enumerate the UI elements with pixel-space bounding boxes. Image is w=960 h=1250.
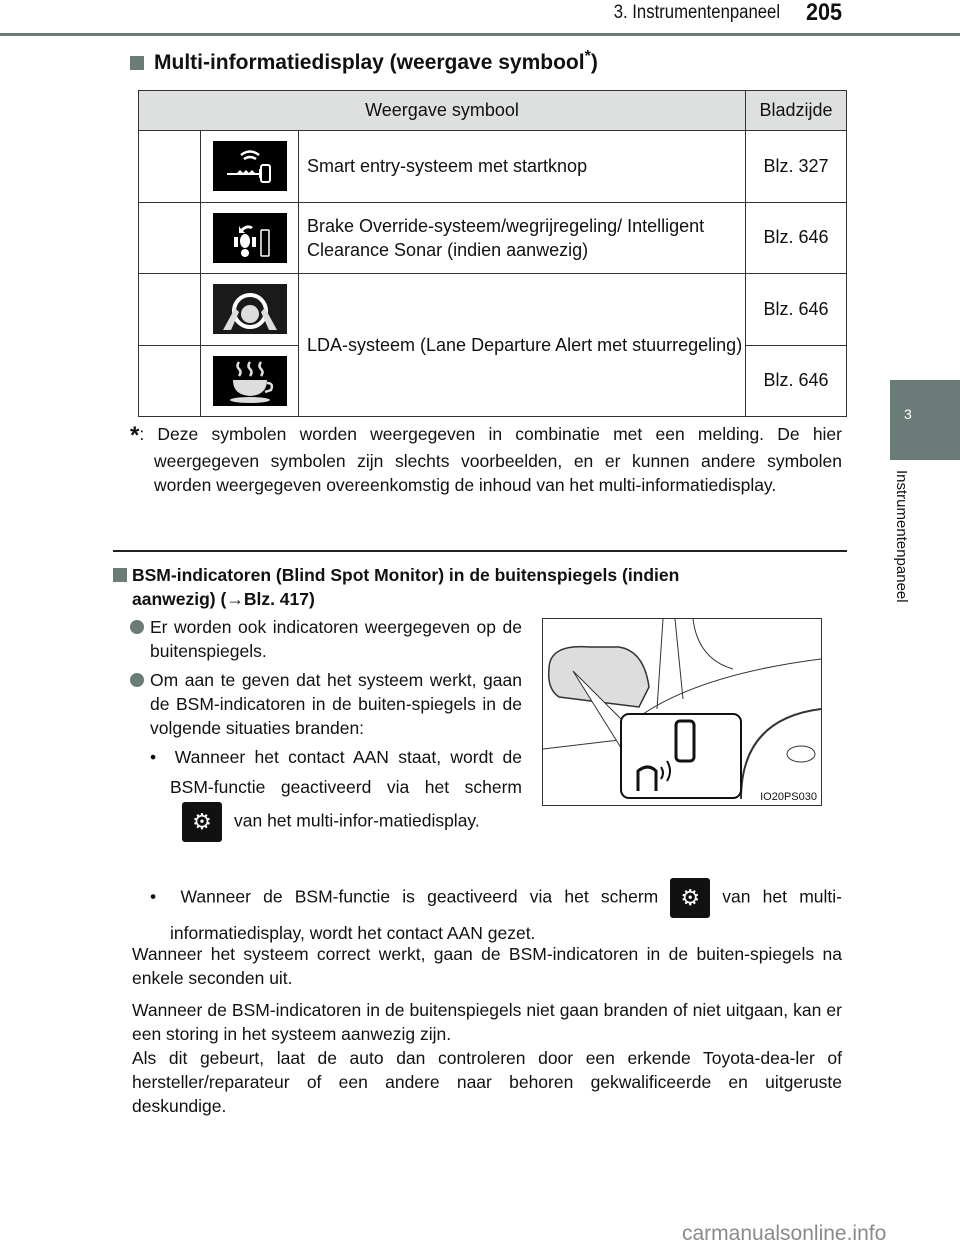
- footnote-text: : Deze symbolen worden weergegeven in combinatie met een melding. De hier weergegeven symbolen zijn slechts voorbeelden, en er kunnen andere symbolen worden weergegeven overeenkomstig de inhoud van het multi-informatiedisplay.: [139, 424, 842, 495]
- header-symbol: Weergave symbool: [139, 91, 746, 131]
- bullet-text: Om aan te geven dat het systeem werkt, gaan de BSM-indicatoren in de buiten-spiegels in de volgende situaties branden:: [150, 670, 522, 738]
- footnote-mark: *: [130, 422, 140, 449]
- circle-bullet-icon: [130, 620, 144, 634]
- coffee-cup-icon: [213, 356, 287, 406]
- paragraph: Als dit gebeurt, laat de auto dan controleren door een erkende Toyota-dea-ler of hersteller/reparateur of een andere naar behoren gekwalificeerde en uitgeruste deskundige.: [132, 1048, 842, 1116]
- page-number: 205: [806, 0, 843, 26]
- table-row: [139, 274, 847, 346]
- sub-bullet-item: • Wanneer de BSM-functie is geactiveerd via het scherm ⚙ van het multi-informatiedisplay, wordt het contact AAN gezet.: [150, 878, 842, 948]
- header-page: Bladzijde: [746, 91, 847, 131]
- paragraph: Wanneer het systeem correct werkt, gaan de BSM-indicatoren in de buiten-spiegels na enkele seconden uit.: [132, 944, 842, 988]
- section-heading: [113, 563, 733, 611]
- table-header: [139, 91, 847, 131]
- bullet-text: Er worden ook indicatoren weergegeven op de buitenspiegels.: [150, 617, 522, 661]
- square-bullet-icon: [113, 568, 127, 582]
- bullet-text: van het multi-infor-matiedisplay.: [234, 810, 480, 831]
- section-heading-text: Multi-informatiedisplay (weergave symbool: [154, 51, 585, 74]
- table-cell-text: Brake Override-systeem/wegrijregeling/ Intelligent Clearance Sonar (indien aanwezig): [299, 202, 746, 274]
- bsm-mirror-illustration: [542, 618, 822, 806]
- bullet-text: Wanneer de BSM-functie is geactiveerd via het scherm: [180, 886, 659, 907]
- chapter-tab[interactable]: [890, 380, 960, 460]
- table-row: [139, 131, 847, 203]
- bullet-text: van het multi-informatiedisplay, wordt het contact AAN gezet.: [170, 886, 842, 943]
- paren: ): [590, 51, 598, 74]
- gear-icon: ⚙: [182, 802, 222, 842]
- sub-bullet-item: • Wanneer het contact AAN staat, wordt de BSM-functie geactiveerd via het scherm⚙ van het multi-infor-matiedisplay.: [150, 742, 522, 842]
- mirror-drawing: [543, 619, 821, 805]
- circle-bullet-icon: [130, 673, 144, 687]
- steering-wheel-hands-icon: [213, 284, 287, 334]
- brake-override-icon: [213, 213, 287, 263]
- asterisk: *: [584, 48, 591, 65]
- watermark: carmanualsonline.info: [682, 1222, 887, 1245]
- page-link[interactable]: Blz. 646: [763, 298, 829, 319]
- section-heading: [130, 48, 598, 75]
- header-rule: [0, 33, 960, 36]
- smart-key-icon: [213, 141, 287, 191]
- bullet-item: [130, 668, 522, 740]
- gear-icon: ⚙: [670, 878, 710, 918]
- bullet-text: Wanneer het contact AAN staat, wordt de BSM-functie geactiveerd via het scherm: [170, 747, 522, 797]
- chapter-tab-label: Instrumentenpaneel: [893, 470, 910, 603]
- table-cell-text: Smart entry-systeem met startknop: [299, 131, 746, 203]
- chapter-tab-number: 3: [904, 406, 912, 422]
- table-cell-text: LDA-systeem (Lane Departure Alert met stuurregeling): [299, 274, 746, 417]
- footnote: [130, 422, 842, 498]
- bullet-item: [130, 615, 522, 663]
- square-bullet-icon: [130, 56, 144, 70]
- section-divider: [113, 550, 847, 552]
- page-link[interactable]: Blz. 646: [763, 227, 829, 248]
- chapter-title: 3. Instrumentenpaneel: [613, 2, 780, 23]
- section-heading-text[interactable]: BSM-indicatoren (Blind Spot Monitor) in de buitenspiegels (indien aanwezig) (→Blz. 417): [132, 565, 680, 609]
- symbol-table: [138, 90, 847, 417]
- page-link[interactable]: Blz. 327: [763, 155, 829, 176]
- table-row: [139, 202, 847, 274]
- figure-code: IO20PS030: [760, 791, 817, 803]
- page-link[interactable]: Blz. 646: [763, 370, 829, 391]
- paragraph: Wanneer de BSM-indicatoren in de buitenspiegels niet gaan branden of niet uitgaan, kan er een storing in het systeem aanwezig zijn.: [132, 1000, 842, 1044]
